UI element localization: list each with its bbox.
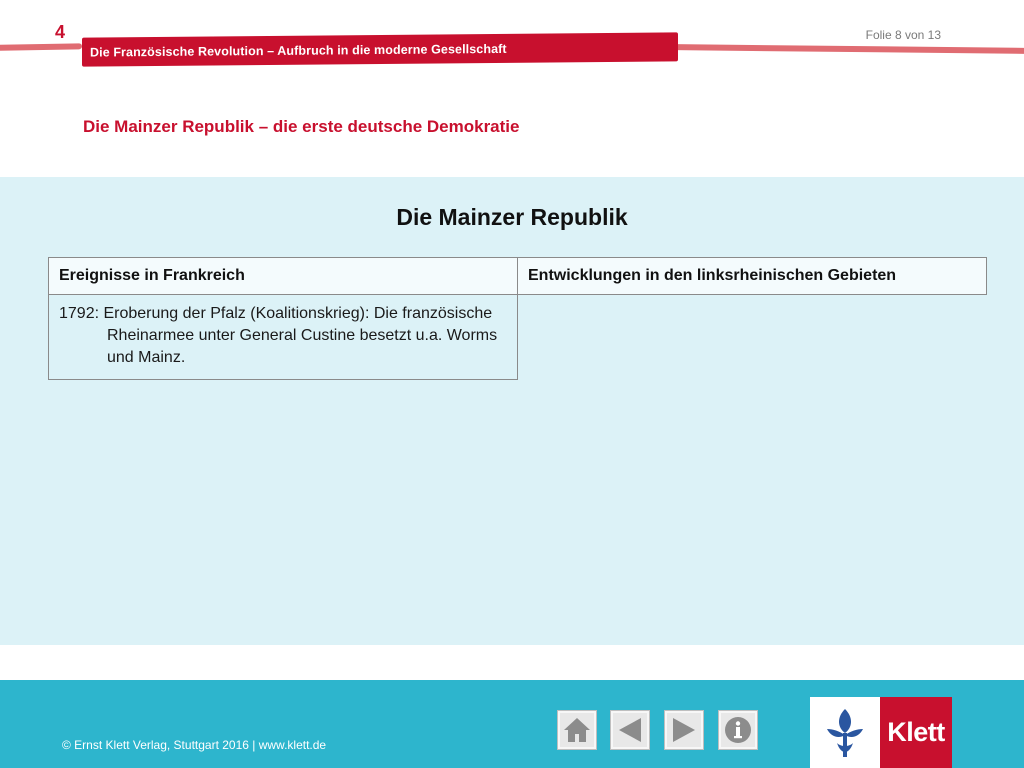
info-icon: [723, 715, 753, 745]
chapter-title-band: [82, 32, 678, 66]
table-cell-frankreich: [49, 295, 518, 380]
klett-wordmark: Klett: [880, 697, 952, 768]
home-icon: [562, 715, 592, 745]
header-accent-line-left: [0, 43, 82, 50]
arrow-right-icon: [669, 715, 699, 745]
column-header-linksrheinisch: Entwicklungen in den linksrheinischen Gebieten: [518, 258, 987, 295]
table-cell-linksrheinisch: [518, 295, 987, 380]
section-title: Die Mainzer Republik – die erste deutsche Demokratie: [83, 117, 520, 136]
content-panel: [0, 177, 1024, 645]
klett-seal-icon: [810, 697, 880, 768]
klett-logo[interactable]: [810, 697, 952, 768]
events-table: [48, 257, 987, 380]
home-button[interactable]: [557, 710, 597, 750]
next-slide-button[interactable]: [664, 710, 704, 750]
header-accent-line-right: [676, 44, 1024, 54]
table-row: [49, 295, 987, 380]
info-button[interactable]: [718, 710, 758, 750]
table-header-row: [49, 258, 987, 295]
chapter-title: Die Französische Revolution – Aufbruch in die moderne Gesellschaft: [90, 41, 507, 60]
copyright-text: © Ernst Klett Verlag, Stuttgart 2016 | www.klett.de: [62, 738, 327, 752]
panel-title: Die Mainzer Republik: [396, 204, 628, 230]
previous-slide-button[interactable]: [610, 710, 650, 750]
arrow-left-icon: [615, 715, 645, 745]
column-header-frankreich: Ereignisse in Frankreich: [49, 258, 518, 295]
event-entry: 1792: Eroberung der Pfalz (Koalitionskrieg): Die französische Rheinarmee unter General Custine besetzt u.a. Worms und Mainz.: [59, 305, 498, 366]
chapter-number: 4: [55, 22, 66, 42]
slide-counter: Folie 8 von 13: [865, 28, 941, 42]
